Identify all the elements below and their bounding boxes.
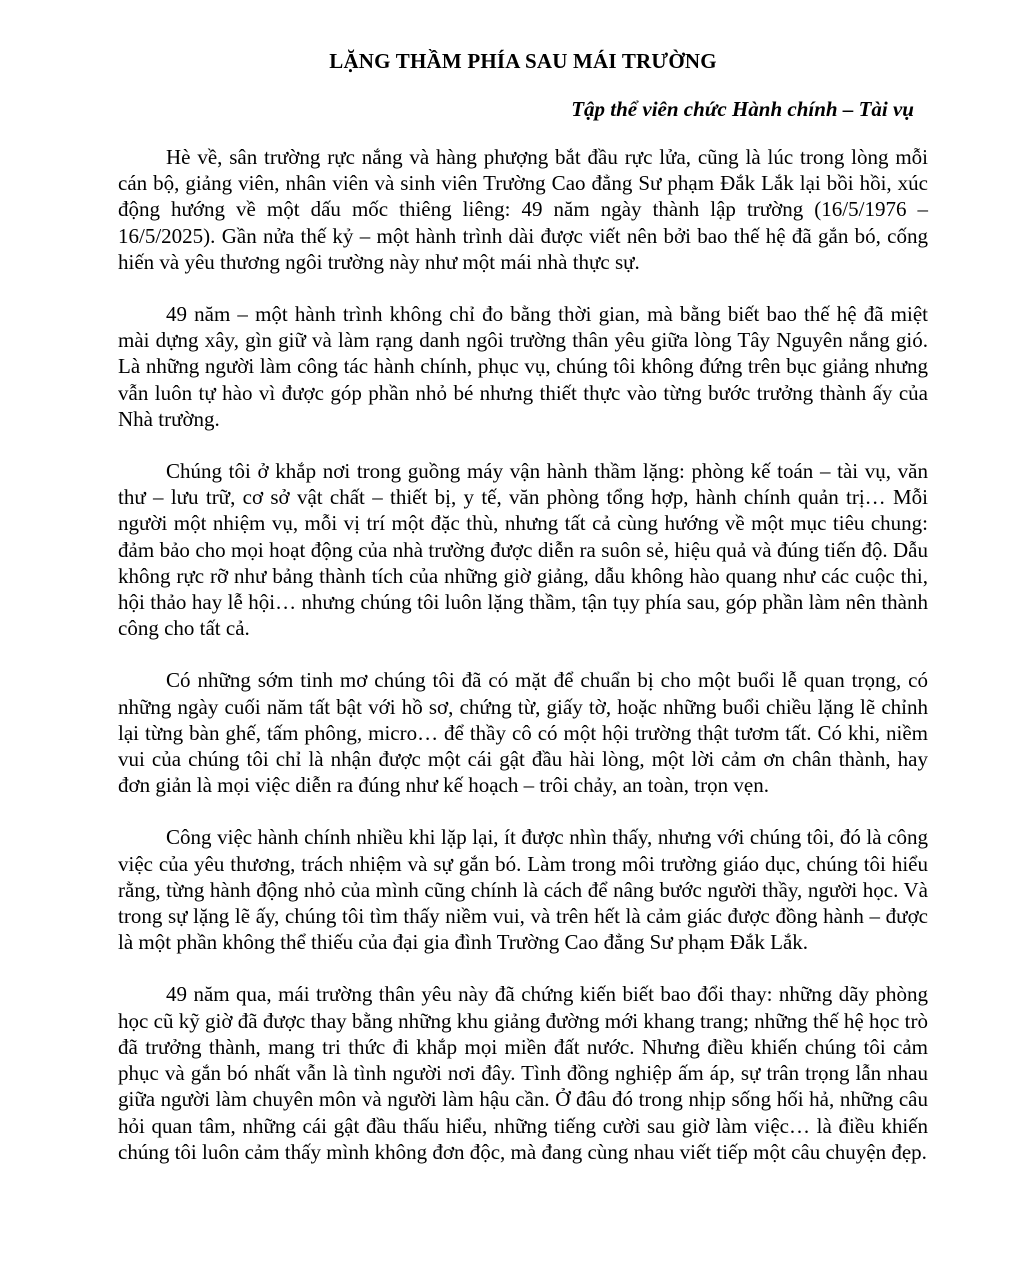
paragraph-3: Chúng tôi ở khắp nơi trong guồng máy vận hành thầm lặng: phòng kế toán – tài vụ, văn thư – lưu trữ, cơ sở vật chất – thiết bị, y tế, văn phòng tổng hợp, hành chính quản trị… Mỗi người một nhiệm vụ, mỗi vị trí một đặc thù, nhưng tất cả cùng hướng về một mục tiêu chung: đảm bảo cho mọi hoạt động của nhà trường được diễn ra suôn sẻ, hiệu quả và đúng tiến độ. Dẫu không rực rỡ như bảng thành tích của những giờ giảng, dẫu không hào quang như các cuộc thi, hội thảo hay lễ hội… nhưng chúng tôi luôn lặng thầm, tận tụy phía sau, góp phần làm nên thành công cho tất cả. bbox=[118, 459, 928, 641]
paragraph-2: 49 năm – một hành trình không chỉ đo bằng thời gian, mà bằng biết bao thế hệ đã miệt mài dựng xây, gìn giữ và làm rạng danh ngôi trường thân yêu giữa lòng Tây Nguyên nắng gió. Là những người làm công tác hành chính, phục vụ, chúng tôi không đứng trên bục giảng nhưng vẫn luôn tự hào vì được góp phần nhỏ bé nhưng thiết thực vào từng bước trưởng thành ấy của Nhà trường. bbox=[118, 302, 928, 431]
document-page bbox=[118, 44, 928, 1191]
document-title: LẶNG THẦM PHÍA SAU MÁI TRƯỜNG bbox=[329, 49, 717, 73]
paragraph-4: Có những sớm tinh mơ chúng tôi đã có mặt để chuẩn bị cho một buổi lễ quan trọng, có những ngày cuối năm tất bật với hồ sơ, chứng từ, giấy tờ, hoặc những buổi chiều lặng lẽ chỉnh lại từng bàn ghế, tấm phông, micro… để thầy cô có một hội trường thật tươm tất. Có khi, niềm vui của chúng tôi chỉ là nhận được một cái gật đầu hài lòng, một lời cảm ơn chân thành, hay đơn giản là mọi việc diễn ra đúng như kế hoạch – trôi chảy, an toàn, trọn vẹn. bbox=[118, 668, 928, 798]
paragraph-1: Hè về, sân trường rực nắng và hàng phượng bắt đầu rực lửa, cũng là lúc trong lòng mỗi cán bộ, giảng viên, nhân viên và sinh viên Trường Cao đẳng Sư phạm Đắk Lắk lại bồi hồi, xúc động hướng về một dấu mốc thiêng liêng: 49 năm ngày thành lập trường (16/5/1976 – 16/5/2025). Gần nửa thế kỷ – một hành trình dài được viết nên bởi bao thế hệ đã gắn bó, cống hiến và yêu thương ngôi trường này như một mái nhà thực sự. bbox=[118, 145, 928, 274]
paragraph-6: 49 năm qua, mái trường thân yêu này đã chứng kiến biết bao đổi thay: những dãy phòng học cũ kỹ giờ đã được thay bằng những khu giảng đường mới khang trang; những thế hệ học trò đã trưởng thành, mang tri thức đi khắp mọi miền đất nước. Nhưng điều khiến chúng tôi cảm phục và gắn bó nhất vẫn là tình người nơi đây. Tình đồng nghiệp ấm áp, sự trân trọng lẫn nhau giữa người làm chuyên môn và người làm hậu cần. Ở đâu đó trong nhịp sống hối hả, những câu hỏi quan tâm, những cái gật đầu thấu hiểu, những tiếng cười sau giờ làm việc… là điều khiến chúng tôi luôn cảm thấy mình không đơn độc, mà đang cùng nhau viết tiếp một câu chuyện đẹp. bbox=[118, 982, 928, 1164]
paragraph-5: Công việc hành chính nhiều khi lặp lại, ít được nhìn thấy, nhưng với chúng tôi, đó là công việc của yêu thương, trách nhiệm và sự gắn bó. Làm trong môi trường giáo dục, chúng tôi hiểu rằng, từng hành động nhỏ của mình cũng chính là cách để nâng bước người thầy, người học. Và trong sự lặng lẽ ấy, chúng tôi tìm thấy niềm vui, và trên hết là cảm giác được đồng hành – được là một phần không thể thiếu của đại gia đình Trường Cao đẳng Sư phạm Đắk Lắk. bbox=[118, 825, 928, 955]
document-author: Tập thể viên chức Hành chính – Tài vụ bbox=[571, 97, 914, 121]
